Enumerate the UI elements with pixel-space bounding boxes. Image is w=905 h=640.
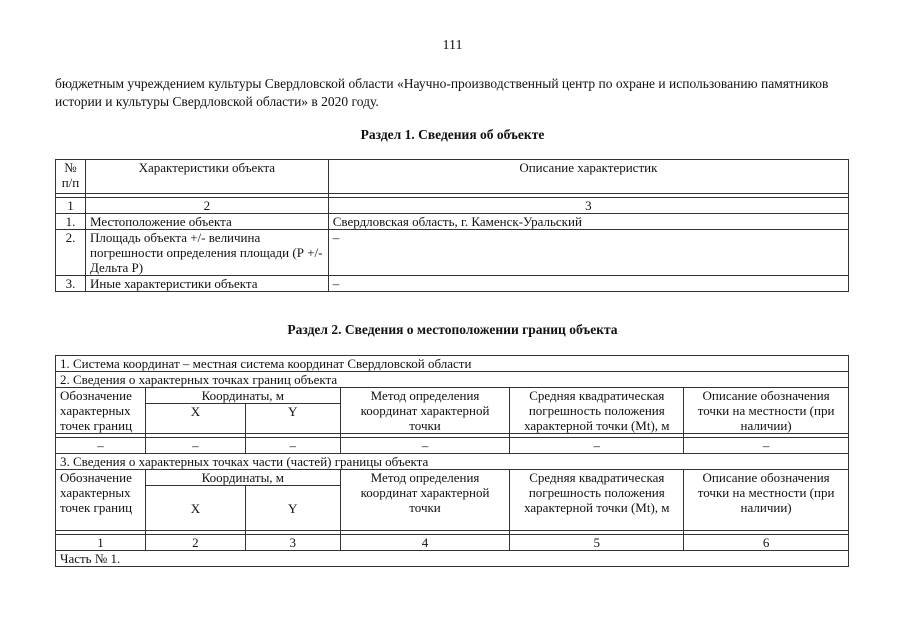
coord-system: 1. Система координат – местная система координат Свердловской области <box>56 356 849 372</box>
table-row <box>56 438 849 454</box>
header-designation: Обозначение характерных точек границ <box>56 388 146 434</box>
col-number: 6 <box>684 535 849 551</box>
header-x: X <box>145 486 245 531</box>
dash-cell: – <box>245 438 340 454</box>
col-number: 2 <box>145 535 245 551</box>
col-number: 5 <box>510 535 684 551</box>
dash-cell: – <box>340 438 510 454</box>
row-number: 1. <box>56 214 86 230</box>
section1-title: Раздел 1. Сведения об объекте <box>360 127 545 142</box>
header-description: Описание обозначения точки на местности (при наличии) <box>684 388 849 434</box>
row-value: Свердловская область, г. Каменск-Уральский <box>328 214 848 230</box>
header-x: X <box>145 404 245 434</box>
dash-cell: – <box>56 438 146 454</box>
header-characteristics: Характеристики объекта <box>85 160 328 194</box>
object-info-table <box>55 159 849 292</box>
dash-cell: – <box>145 438 245 454</box>
part-label: Часть № 1. <box>56 551 849 567</box>
row-value: – <box>328 276 848 292</box>
row-number: 2. <box>56 230 86 276</box>
header-description: Описание характеристик <box>328 160 848 194</box>
header-coords: Координаты, м <box>145 470 340 486</box>
table-row <box>56 230 849 276</box>
header-coords: Координаты, м <box>145 388 340 404</box>
page-number: 111 <box>442 38 463 53</box>
dash-cell: – <box>510 438 684 454</box>
col-number: 3 <box>328 198 848 214</box>
points-title: 2. Сведения о характерных точках границ объекта <box>56 372 849 388</box>
header-method: Метод определения координат характерной точки <box>340 470 510 531</box>
header-y: Y <box>245 486 340 531</box>
part-points-title: 3. Сведения о характерных точках части (частей) границы объекта <box>56 454 849 470</box>
row-name: Площадь объекта +/- величина погрешности определения площади (Р +/- Дельта Р) <box>85 230 328 276</box>
header-error: Средняя квадратическая погрешность положения характерной точки (Mt), м <box>510 470 684 531</box>
header-y: Y <box>245 404 340 434</box>
row-value: – <box>328 230 848 276</box>
row-name: Местоположение объекта <box>85 214 328 230</box>
header-designation: Обозначение характерных точек границ <box>56 470 146 531</box>
col-number: 3 <box>245 535 340 551</box>
col-number: 4 <box>340 535 510 551</box>
header-method: Метод определения координат характерной точки <box>340 388 510 434</box>
intro-paragraph: бюджетным учреждением культуры Свердловской области «Научно-производственный центр по охране и использованию памятников истории и культуры Свердловской области» в 2020 году. <box>55 76 829 109</box>
boundary-table <box>55 355 849 567</box>
row-name: Иные характеристики объекта <box>85 276 328 292</box>
col-number: 2 <box>85 198 328 214</box>
col-number: 1 <box>56 198 86 214</box>
header-error: Средняя квадратическая погрешность положения характерной точки (Mt), м <box>510 388 684 434</box>
table-row <box>56 276 849 292</box>
table-row <box>56 214 849 230</box>
row-number: 3. <box>56 276 86 292</box>
section2-title: Раздел 2. Сведения о местоположении границ объекта <box>287 322 618 337</box>
header-description: Описание обозначения точки на местности (при наличии) <box>684 470 849 531</box>
dash-cell: – <box>684 438 849 454</box>
col-number: 1 <box>56 535 146 551</box>
header-number: № п/п <box>56 160 86 194</box>
